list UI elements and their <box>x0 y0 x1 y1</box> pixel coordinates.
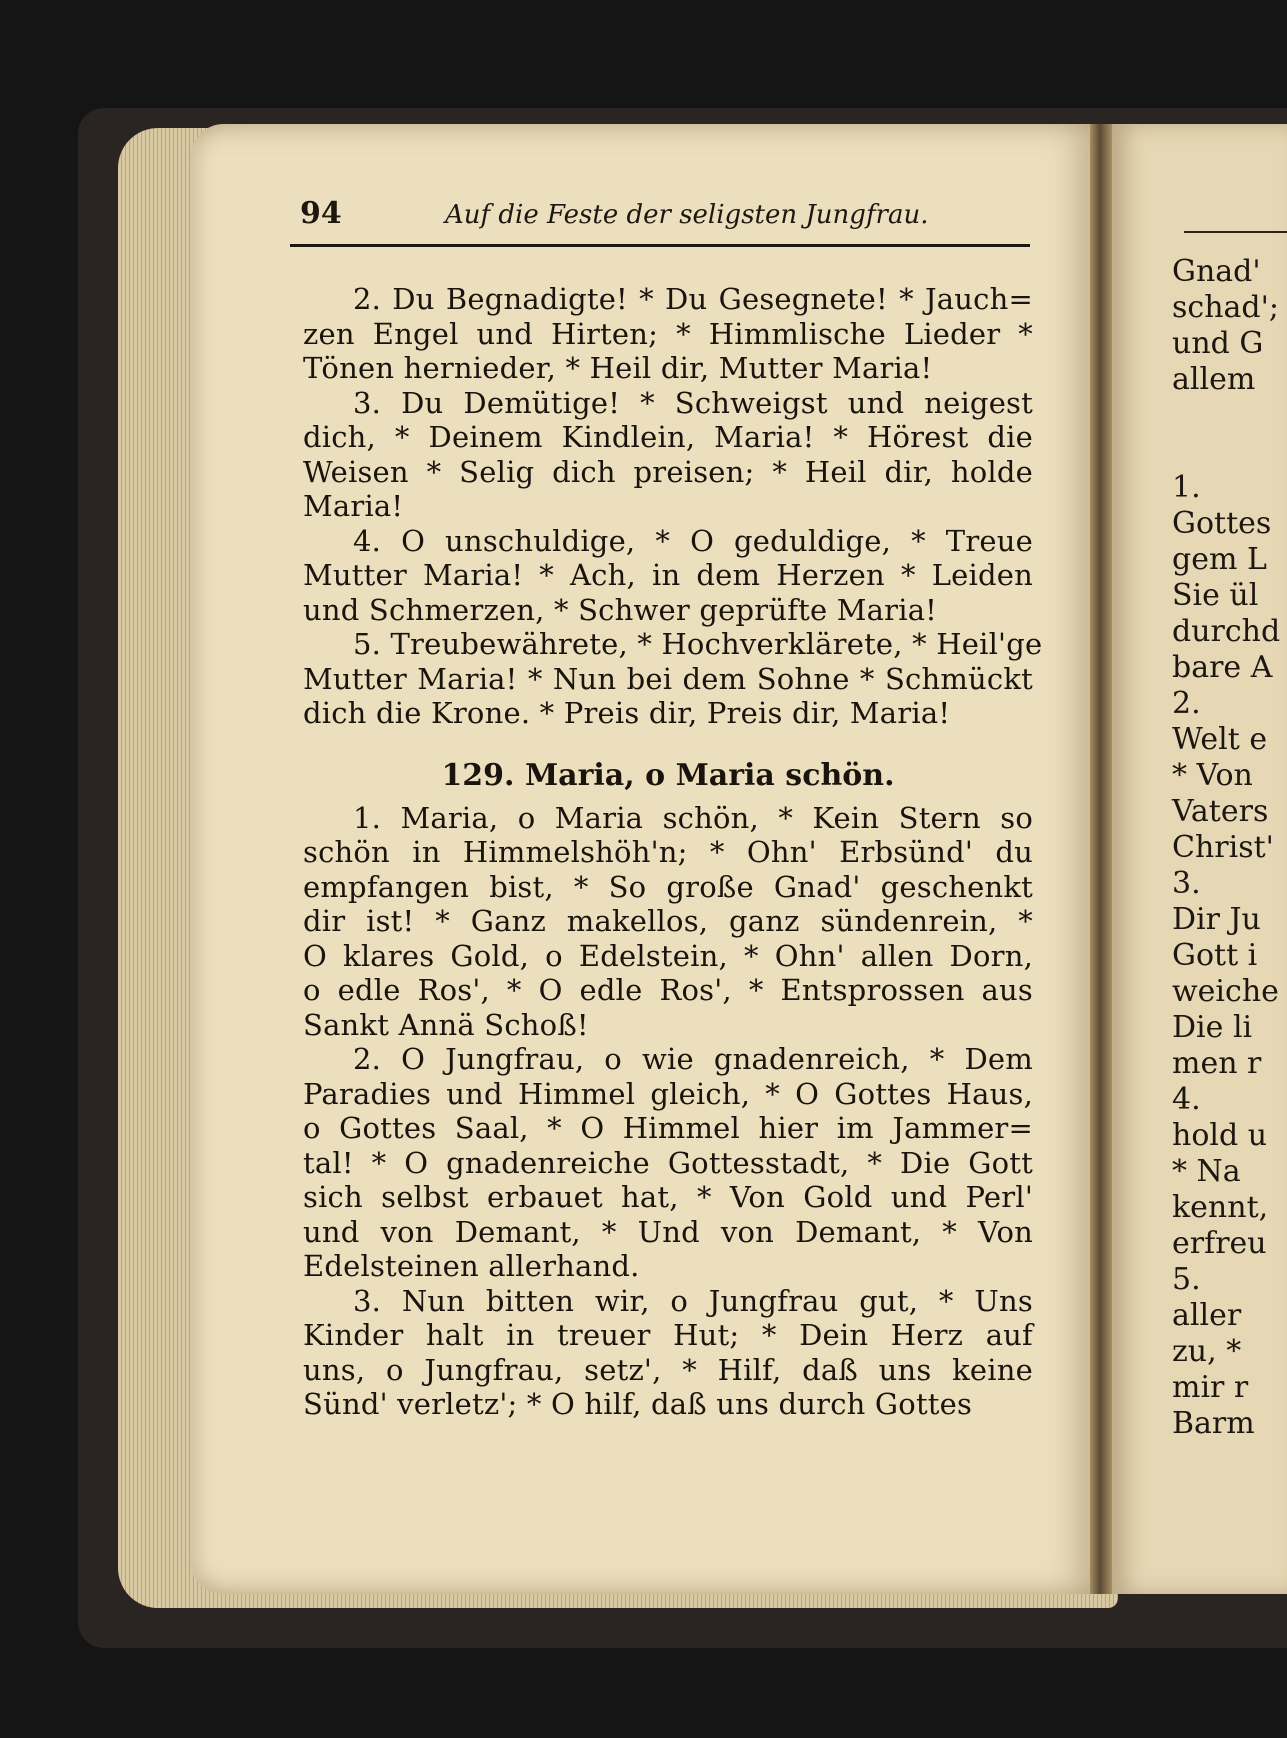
text-line: dich, * Deinem Kindlein, Maria! * Hörest die <box>303 420 1033 454</box>
book-gutter <box>1090 124 1112 1594</box>
page-header <box>300 196 1030 236</box>
text-line: und von Demant, * Und von Demant, * Von <box>303 1214 1033 1249</box>
right-page-text <box>1172 254 1287 1442</box>
hymn-stanzas <box>303 801 1033 1422</box>
right-page-line <box>1172 434 1287 470</box>
text-line: Sünd' verletz'; * O hilf, daß uns durch Gottes <box>303 1387 973 1421</box>
header-rule <box>290 244 1030 247</box>
text-line: dich die Krone. * Preis dir, Preis dir, Maria! <box>303 696 951 730</box>
stanza <box>303 1284 1033 1422</box>
right-page-line: 2. <box>1172 686 1201 721</box>
hymn-title: 129. Maria, o Maria schön. <box>441 757 895 793</box>
right-page-line: schad'; <box>1172 290 1279 325</box>
right-page-line: men r <box>1172 1046 1262 1081</box>
text-line: 5. Treubewährete, * Hochverklärete, * Heil'ge <box>353 627 1043 661</box>
text-line: Paradies und Himmel gleich, * O Gottes Haus, <box>303 1076 1033 1111</box>
text-line: Mutter Maria! * Ach, in dem Herzen * Leiden <box>303 558 1033 592</box>
right-page-line: hold u <box>1172 1118 1268 1153</box>
text-line: Sankt Annä Schoß! <box>303 1007 589 1042</box>
right-page-line: bare A <box>1172 650 1273 685</box>
right-page-line: Welt e <box>1172 722 1268 757</box>
stanza <box>303 1042 1033 1284</box>
text-line: empfangen bist, * So große Gnad' geschenkt <box>303 869 1033 904</box>
right-header-rule <box>1184 231 1287 233</box>
text-line: 2. Du Begnadigte! * Du Gesegnete! * Jauch= <box>353 282 1033 316</box>
text-line: o Gottes Saal, * O Himmel hier im Jammer= <box>303 1111 1033 1145</box>
right-page-line: zu, * <box>1172 1334 1242 1369</box>
right-page-line: * Na <box>1172 1154 1241 1189</box>
text-line: 2. O Jungfrau, o wie gnadenreich, * Dem <box>353 1042 1033 1076</box>
text-line: tal! * O gnadenreiche Gottesstadt, * Die Gott <box>303 1145 1033 1180</box>
right-page-line: Gnad' <box>1172 254 1261 289</box>
text-line: Kinder halt in treuer Hut; * Dein Herz auf <box>303 1318 1033 1352</box>
text-line: O klares Gold, o Edelstein, * Ohn' allen Dorn, <box>303 938 1033 973</box>
right-page-line: durchd <box>1172 614 1281 649</box>
right-page-line: * Von <box>1172 758 1253 793</box>
right-page-line: 5. <box>1172 1262 1201 1297</box>
text-line: dir ist! * Ganz makellos, ganz sündenrein, * <box>303 904 1033 938</box>
right-page-line: mir r <box>1172 1370 1249 1405</box>
stanza <box>303 282 1033 386</box>
stanza <box>303 524 1033 628</box>
right-page <box>1112 124 1287 1594</box>
text-line: 3. Nun bitten wir, o Jungfrau gut, * Uns <box>353 1283 1033 1318</box>
text-line: 1. Maria, o Maria schön, * Kein Stern so <box>353 800 1033 835</box>
text-line: Edelsteinen allerhand. <box>303 1249 640 1283</box>
right-page-line: Sie ül <box>1172 578 1259 613</box>
right-page-line: kennt, <box>1172 1190 1269 1225</box>
right-page-line: allem <box>1172 362 1256 397</box>
stanza <box>303 627 1043 731</box>
text-line: 3. Du Demütige! * Schweigst und neigest <box>353 385 1033 420</box>
text-line: Tönen hernieder, * Heil dir, Mutter Maria! <box>303 351 933 385</box>
text-line: schön in Himmelshöh'n; * Ohn' Erbsünd' du <box>303 835 1033 869</box>
previous-hymn-stanzas <box>303 282 1043 731</box>
text-line: Maria! <box>303 489 404 523</box>
right-page-line: und G <box>1172 326 1264 361</box>
text-line: 4. O unschuldige, * O geduldige, * Treue <box>353 523 1033 558</box>
right-page-line: Christ' <box>1172 830 1274 865</box>
right-page-line: weiche <box>1172 974 1279 1009</box>
stanza <box>303 801 1033 1043</box>
stanza <box>303 386 1033 524</box>
right-page-line: Vaters <box>1172 794 1269 829</box>
right-page-line <box>1172 398 1287 434</box>
text-line: Mutter Maria! * Nun bei dem Sohne * Schmückt <box>303 661 1033 696</box>
right-page-line: Dir Ju <box>1172 902 1261 937</box>
right-page-line: Die li <box>1172 1010 1253 1045</box>
right-page-line: aller <box>1172 1298 1242 1333</box>
right-page-line: 1. <box>1172 470 1201 505</box>
page-body <box>303 282 1043 1422</box>
text-line: uns, o Jungfrau, setz', * Hilf, daß uns keine <box>303 1352 1033 1387</box>
text-line: zen Engel und Hirten; * Himmlische Lieder * <box>303 316 1033 351</box>
right-page-line: Barm <box>1172 1406 1255 1441</box>
right-page-line: Gottes <box>1172 506 1272 541</box>
text-line: sich selbst erbauet hat, * Von Gold und Perl' <box>303 1180 1033 1214</box>
right-page-line: 3. <box>1172 866 1201 901</box>
text-line: o edle Ros', * O edle Ros', * Entsprossen aus <box>303 973 1033 1007</box>
text-line: und Schmerzen, * Schwer geprüfte Maria! <box>303 592 938 627</box>
right-page-line: 4. <box>1172 1082 1201 1117</box>
right-page-line: gem L <box>1172 542 1267 577</box>
right-page-line: erfreu <box>1172 1226 1267 1261</box>
right-page-line: Gott i <box>1172 938 1258 973</box>
running-head: Auf die Feste der seligsten Jungfrau. <box>445 200 929 230</box>
page-number: 94 <box>300 196 342 231</box>
text-line: Weisen * Selig dich preisen; * Heil dir, holde <box>303 454 1033 489</box>
